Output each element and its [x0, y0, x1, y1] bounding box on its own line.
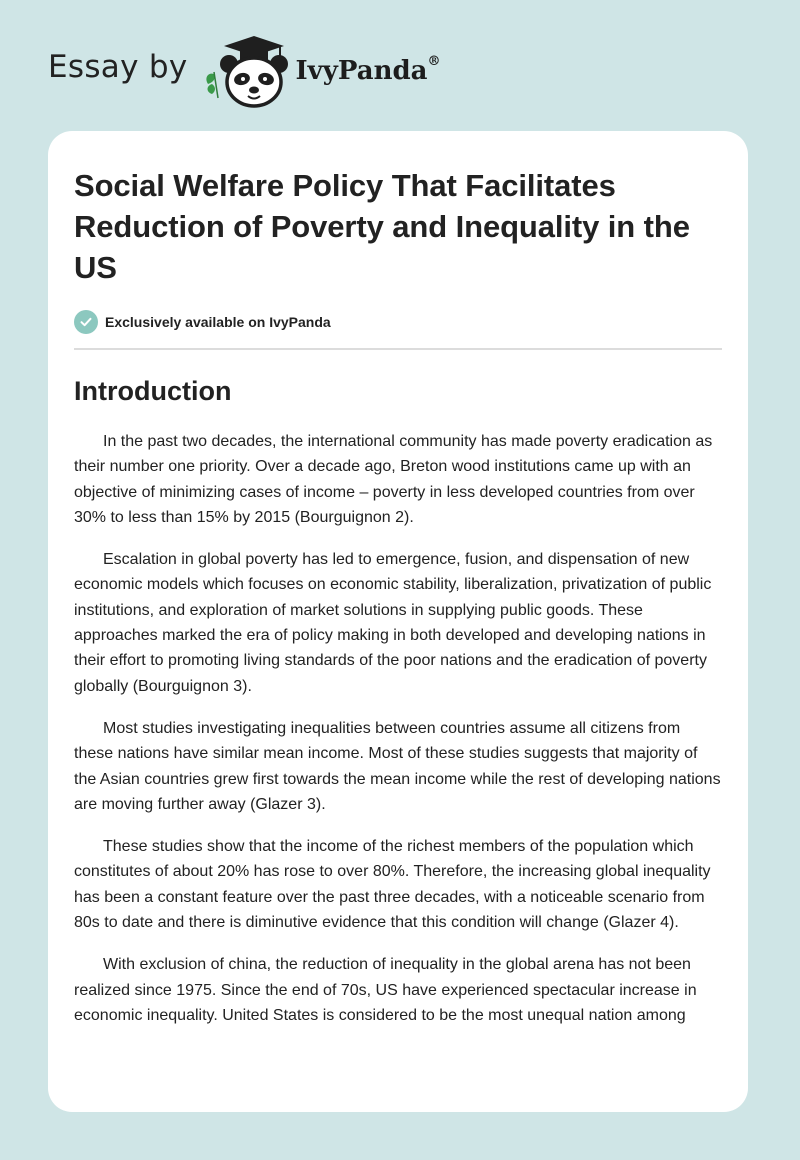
site-header	[48, 30, 548, 110]
essay-by-label: Essay by	[48, 49, 188, 85]
divider	[74, 348, 722, 350]
exclusive-badge	[74, 308, 722, 336]
essay-title: Social Welfare Policy That Facilitates Reduction of Poverty and Inequality in the US	[74, 168, 690, 285]
section-heading: Introduction	[74, 376, 232, 406]
check-circle-icon	[74, 310, 98, 334]
essay-body	[74, 429, 722, 1028]
paragraph: Escalation in global poverty has led to emergence, fusion, and dispensation of new economic models which focuses on economic stability, liberalization, privatization of public institutions, and exploration of market solutions in supplying public goods. These approaches marked the era of policy making in both developed and developing nations in their effort to promoting living standards of the poor nations and the eradication of poverty globally (Bourguignon 3).	[74, 551, 712, 695]
panda-graduate-icon[interactable]	[202, 32, 294, 108]
paragraph: In the past two decades, the international community has made poverty eradication as their number one priority. Over a decade ago, Breton wood institutions came up with an objective of minimizing cases of income – poverty in less developed countries from over 30% to less than 15% by 2015 (Bourguignon 2).	[74, 433, 713, 526]
badge-label: Exclusively available on IvyPanda	[105, 314, 331, 330]
paragraph: These studies show that the income of the richest members of the population which constitutes of about 20% has rose to over 80%. Therefore, the increasing global inequality has been a constant feature over the past three decades, with a noticeable scenario from 80s to date and there is diminutive evidence that this condition will change (Glazer 4).	[74, 838, 711, 932]
paragraph: With exclusion of china, the reduction of inequality in the global arena has not been realized since 1975. Since the end of 70s, US have experienced spectacular increase in economic inequality. United States is considered to be the most unequal nation among	[74, 956, 697, 1024]
essay-card	[48, 131, 748, 1112]
brand-name[interactable]: IvyPanda®	[295, 54, 441, 86]
paragraph: Most studies investigating inequalities between countries assume all citizens from these nations have similar mean income. Most of these studies suggests that majority of the Asian countries grew first towards the mean income while the rest of developing nations are moving further away (Glazer 3).	[74, 719, 721, 813]
